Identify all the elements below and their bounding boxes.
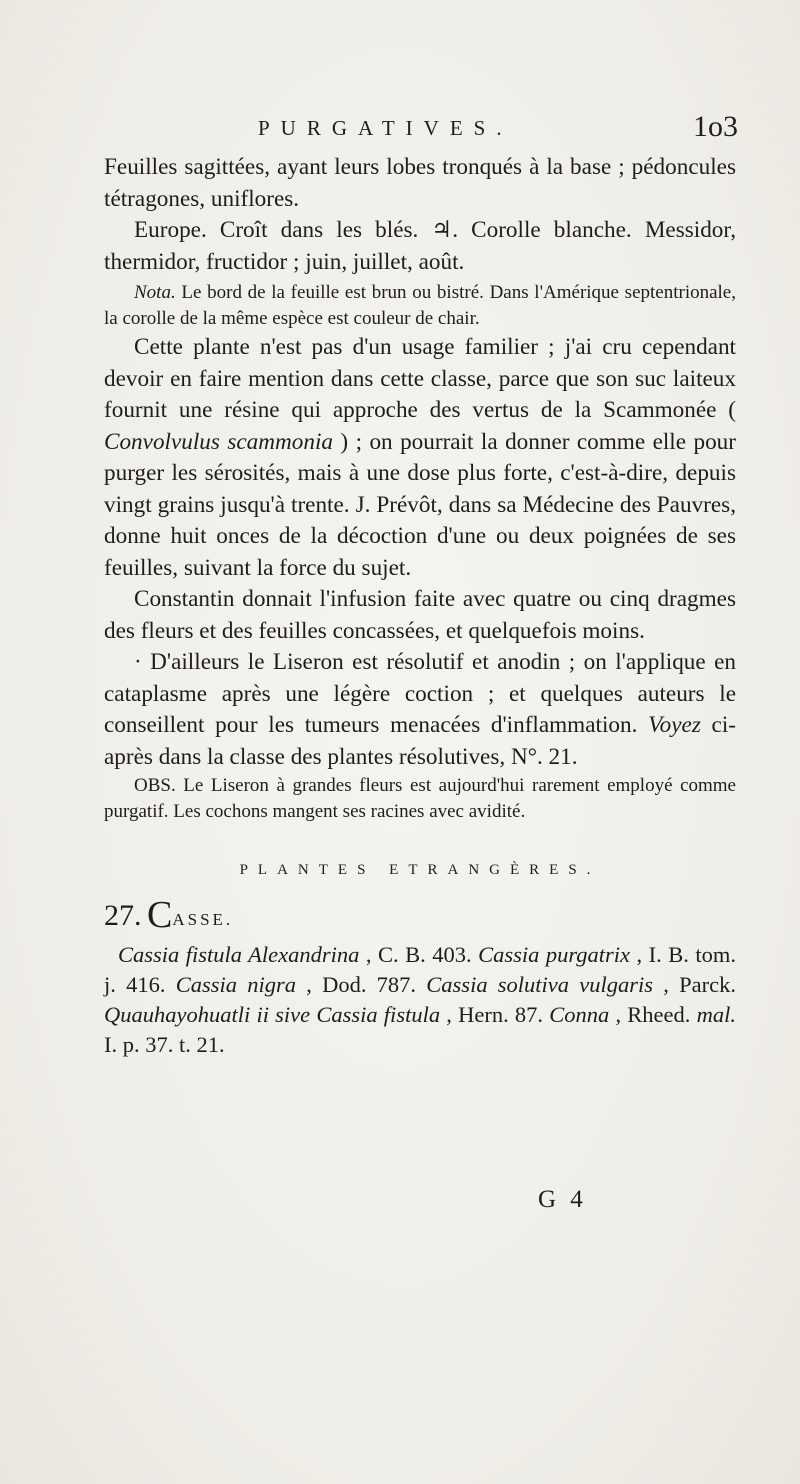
page-number: 1o3 — [693, 110, 738, 143]
section-title: PLANTES ETRANGÈRES. — [239, 862, 601, 878]
entry-name: ASSE. — [172, 910, 234, 929]
nota-label: Nota. — [134, 282, 176, 303]
paragraph-nota: Nota. Le bord de la feuille est brun ou bistré. Dans l'Amérique septentrionale, la corolle de la même espèce est couleur de chair. — [104, 282, 736, 329]
signature-mark: G 4 — [538, 1186, 587, 1213]
paragraph-description: Feuilles sagittées, ayant leurs lobes tronqués à la base ; pédoncules tétragones, uniflores. — [104, 154, 736, 212]
entry-heading — [104, 895, 736, 940]
paragraph-resolutif: · D'ailleurs le Liseron est résolutif et anodin ; on l'applique en cataplasme après une légère coction ; et quelques auteurs le conseillent pour les tumeurs menacées d'inflammation. Voyez ci-après dans la classe des plantes résolutives, N°. 21. — [104, 649, 736, 770]
entry-number: 27. — [104, 899, 142, 932]
paragraph-usage: Cette plante n'est pas d'un usage familier ; j'ai cru cependant devoir en faire mention dans cette classe, parce que son suc laiteux fournit une résine qui approche des vertus de la Scammonée ( Convolvulus scammonia ) ; on pourrait la donner comme elle pour purger les sérosités, mais à une dose plus forte, c'est-à-dire, depuis vingt grains jusqu'à trente. J. Prévôt, dans sa Médecine des Pauvres, donne huit onces de la décoction d'une ou deux poignées de ses feuilles, suivant la force du sujet. — [104, 334, 736, 581]
running-title: PURGATIVES. — [258, 116, 513, 140]
page-header — [108, 110, 738, 150]
entry-initial: C — [147, 894, 173, 936]
synonym-list: Cassia fistula Alexandrina , C. B. 403. Cassia purgatrix , I. B. tom. j. 416. Cassia nigra , Dod. 787. Cassia solutiva vulgaris , Parck. Quauhayohuatli ii sive Cassia fistula , Hern. 87. Conna , Rheed. mal. I. p. 37. t. 21. — [104, 942, 736, 1057]
paragraph-obs: OBS. Le Liseron à grandes fleurs est aujourd'hui rarement employé comme purgatif. Les cochons mangent ses racines avec avidité. — [104, 775, 736, 822]
paragraph-constantin: Constantin donnait l'infusion faite avec quatre ou cinq dragmes des fleurs et des feuilles concassées, et quelquefois moins. — [104, 586, 736, 644]
paragraph-habitat: Europe. Croît dans les blés. ♃. Corolle blanche. Messidor, thermidor, fructidor ; juin, juillet, août. — [104, 217, 736, 275]
body-text — [104, 152, 736, 1060]
